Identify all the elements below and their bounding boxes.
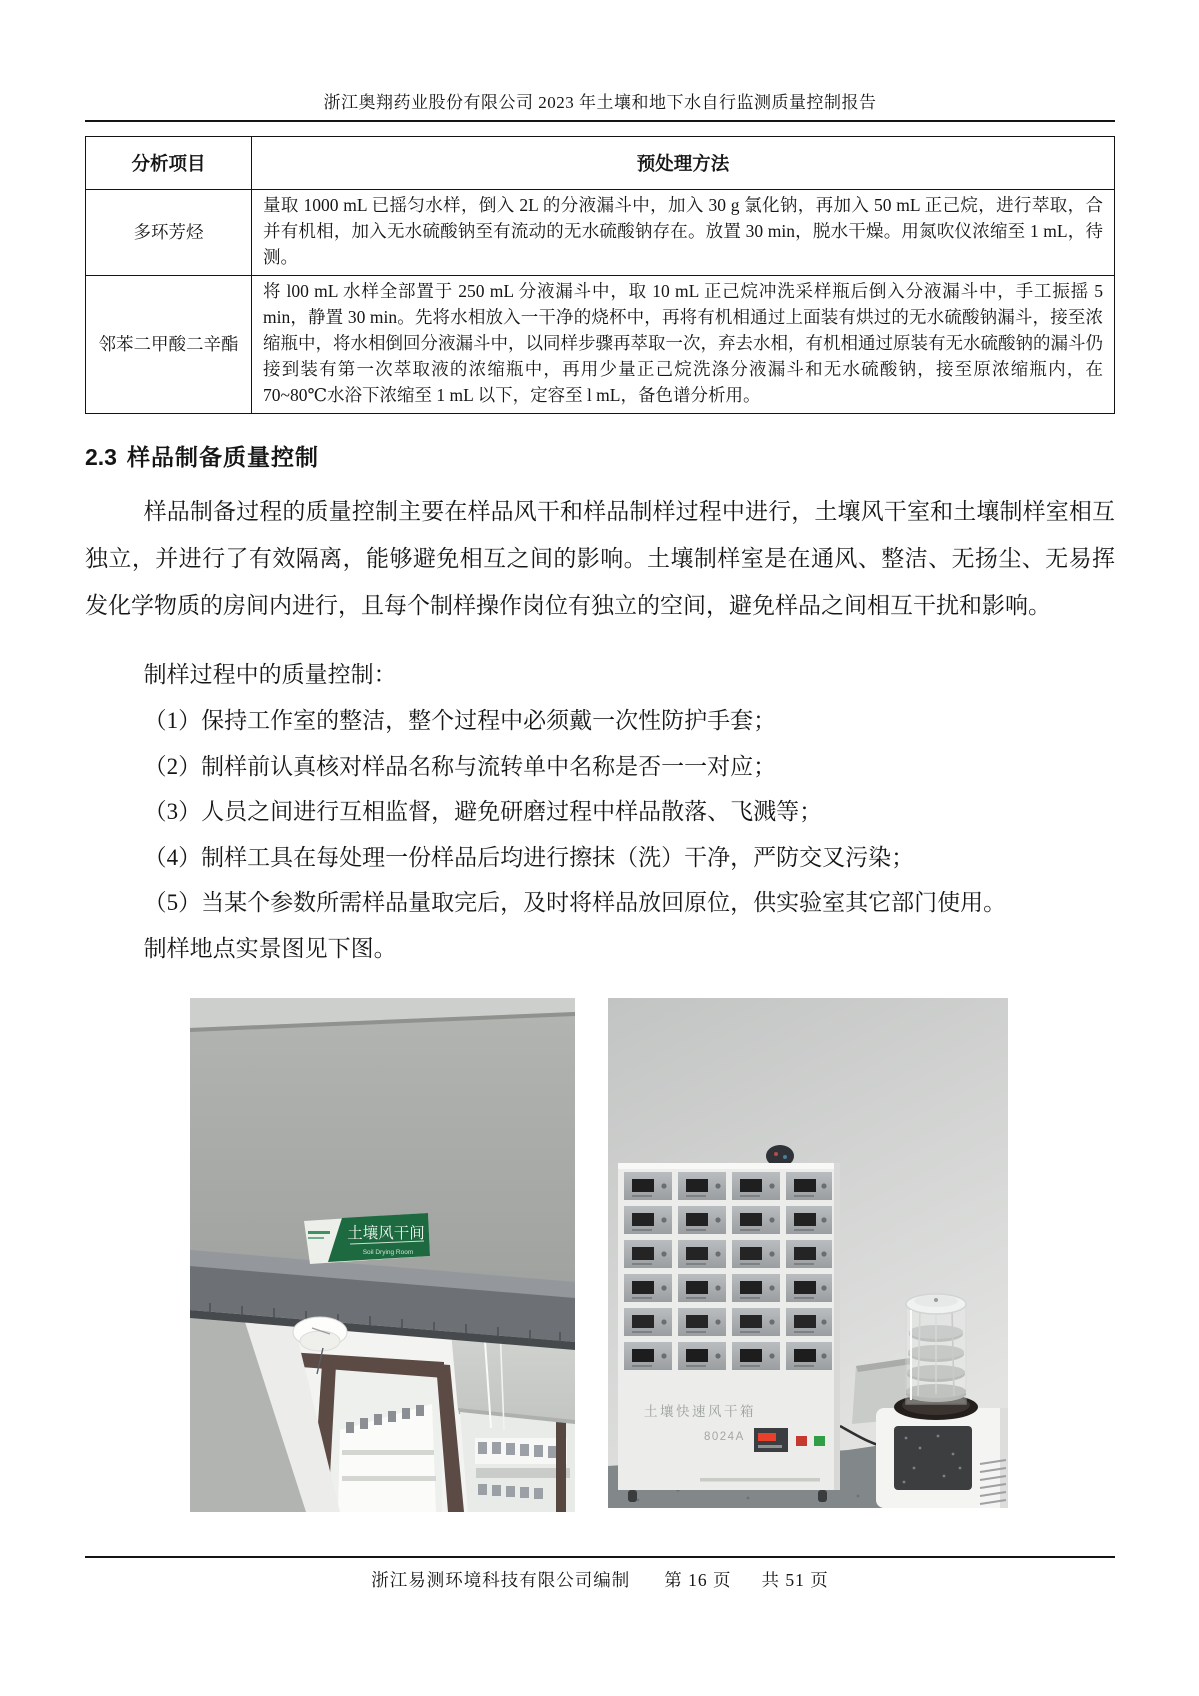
cabinet-label: 土壤快速风干箱: [644, 1403, 756, 1419]
pretreatment-table: [85, 136, 1115, 414]
section-heading: [85, 439, 1115, 472]
list-item: （2）制样前认真核对样品名称与流转单中名称是否一一对应；: [143, 753, 777, 779]
drying-cabinet: [618, 1163, 840, 1502]
room-sign-text-cn: 土壤风干间: [347, 1224, 425, 1242]
column-header-pretreatment-method: 预处理方法: [252, 137, 1115, 190]
green-button: [814, 1436, 825, 1446]
pretreatment-method-pahs: 量取 1000 mL 已摇匀水样，倒入 2L 的分液漏斗中，加入 30 g 氯化钠，再加入 50 mL 正己烷，进行萃取，合并有机相，加入无水硫酸钠至有流动的无水硫酸钠存在。放置 30 min，脱水干燥。用氮吹仪浓缩至 1 mL，待测。: [252, 190, 1115, 276]
bell-jar: [906, 1294, 966, 1404]
photo-row: [190, 998, 1115, 1512]
red-button: [796, 1436, 807, 1446]
list-item: （3）人员之间进行互相监督，避免研磨过程中样品散落、飞溅等；: [143, 799, 823, 825]
photo-sample-prep-equipment: [608, 998, 1008, 1508]
footer-publisher: 浙江易测环境科技有限公司编制: [371, 1570, 631, 1590]
analysis-item-pahs: 多环芳烃: [86, 190, 252, 276]
report-title: 浙江奥翔药业股份有限公司 2023 年土壤和地下水自行监测质量控制报告: [323, 93, 877, 112]
table-header-row: [86, 137, 1115, 190]
dryer-front-panel: [894, 1426, 972, 1490]
room-sign: [304, 1213, 430, 1264]
list-item: （5）当某个参数所需样品量取完后，及时将样品放回原位，供实验室其它部门使用。: [143, 890, 1007, 916]
room-sign-text-en: Soil Drying Room: [362, 1248, 414, 1256]
section-number: 2.3: [85, 444, 117, 471]
closing-line: 制样地点实景图见下图。: [143, 935, 397, 961]
body-paragraph: 样品制备过程的质量控制主要在样品风干和样品制样过程中进行，土壤风干室和土壤制样室相互独立，并进行了有效隔离，能够避免相互之间的影响。土壤制样室是在通风、整洁、无扬尘、无易挥发化学物质的房间内进行，且每个制样操作岗位有独立的空间，避免样品之间相互干扰和影响。: [85, 499, 1115, 619]
list-item: （1）保持工作室的整洁，整个过程中必须戴一次性防护手套；: [143, 708, 777, 734]
section-title: 样品制备质量控制: [126, 444, 319, 471]
page-content: [85, 0, 1115, 1512]
footer-page-number: 第 16 页: [664, 1570, 732, 1590]
column-header-analysis-item: 分析项目: [86, 137, 252, 190]
list-item: （4）制样工具在每处理一份样品后均进行擦抹（洗）干净，严防交叉污染；: [143, 844, 915, 870]
table-row: [86, 190, 1115, 276]
analysis-item-dop: 邻苯二甲酸二辛酯: [86, 276, 252, 414]
table-row: [86, 276, 1115, 414]
photo-soil-drying-room: [190, 998, 575, 1512]
page-footer: [85, 1556, 1115, 1592]
list-intro: 制样过程中的质量控制：: [143, 662, 397, 688]
page-header: [85, 0, 1115, 122]
footer-total-pages: 共 51 页: [761, 1570, 829, 1590]
pretreatment-method-dop: 将 l00 mL 水样全部置于 250 mL 分液漏斗中，取 10 mL 正己烷冲洗采样瓶后倒入分液漏斗中，手工振摇 5 min，静置 30 min。先将水相放入一干净的烧杯中，再将有机相通过上面装有烘过的无水硫酸钠漏斗，接至浓缩瓶中，将水相倒回分液漏斗中，以同样步骤再萃取一次，弃去水相，有机相通过原装有无水硫酸钠的漏斗仍接到装有第一次萃取液的浓缩瓶中，再用少量正己烷洗涤分液漏斗和无水硫酸钠，接至原浓缩瓶内，在 70~80℃水浴下浓缩至 1 mL 以下，定容至 l mL，备色谱分析用。: [252, 276, 1115, 414]
cabinet-fine-print: [700, 1478, 820, 1482]
quality-control-list: [85, 698, 1115, 926]
cabinet-model: 8024A: [704, 1430, 745, 1443]
cabinet-controller: [754, 1428, 788, 1452]
